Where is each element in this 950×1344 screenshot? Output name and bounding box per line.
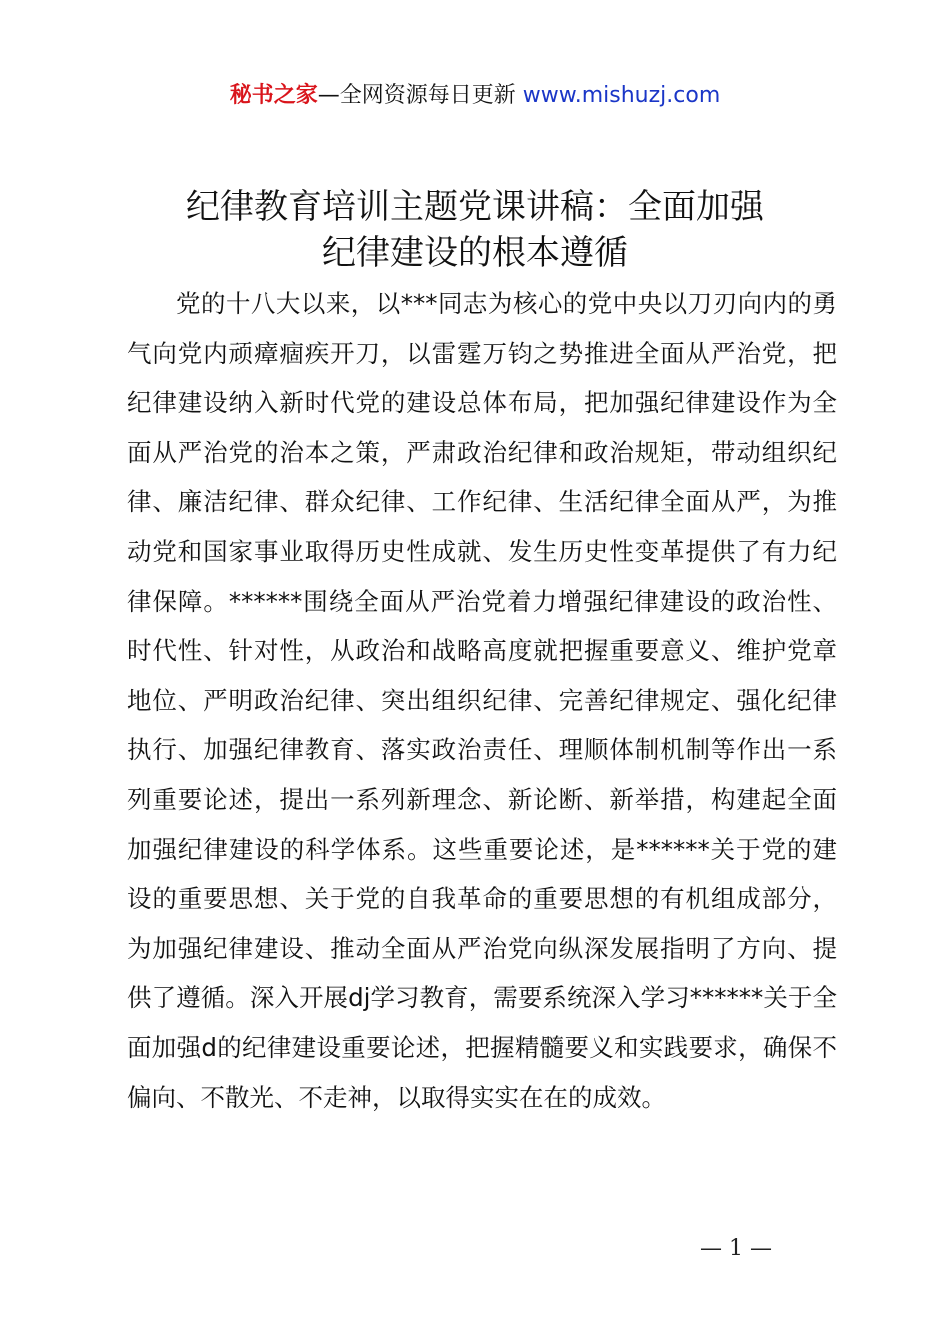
- page-number: — 1 —: [700, 1236, 772, 1261]
- document-title-line-2: 纪律建设的根本遵循: [322, 233, 628, 273]
- document-title-line-1: 纪律教育培训主题党课讲稿：全面加强: [186, 187, 764, 227]
- site-tagline: —全网资源每日更新: [317, 83, 523, 108]
- site-banner: [0, 80, 950, 112]
- document-title: [0, 184, 950, 276]
- site-brand: 秘书之家: [229, 83, 318, 108]
- site-url-link[interactable]: www.mishuzj.com: [522, 83, 721, 108]
- body-paragraph: 党的十八大以来，以***同志为核心的党中央以刀刃向内的勇气向党内顽瘴痼疾开刀，以雷霆万钧之势推进全面从严治党，把纪律建设纳入新时代党的建设总体布局，把加强纪律建设作为全面从严治党的治本之策，严肃政治纪律和政治规矩，带动组织纪律、廉洁纪律、群众纪律、工作纪律、生活纪律全面从严，为推动党和国家事业取得历史性成就、发生历史性变革提供了有力纪律保障。******围绕全面从严治党着力增强纪律建设的政治性、时代性、针对性，从政治和战略高度就把握重要意义、维护党章地位、严明政治纪律、突出组织纪律、完善纪律规定、强化纪律执行、加强纪律教育、落实政治责任、理顺体制机制等作出一系列重要论述，提出一系列新理念、新论断、新举措，构建起全面加强纪律建设的科学体系。这些重要论述，是******关于党的建设的重要思想、关于党的自我革命的重要思想的有机组成部分，为加强纪律建设、推动全面从严治党向纵深发展指明了方向、提供了遵循。深入开展dj学习教育，需要系统深入学习******关于全面加强d的纪律建设重要论述，把握精髓要义和实践要求，确保不偏向、不散光、不走神，以取得实实在在的成效。: [127, 289, 837, 1112]
